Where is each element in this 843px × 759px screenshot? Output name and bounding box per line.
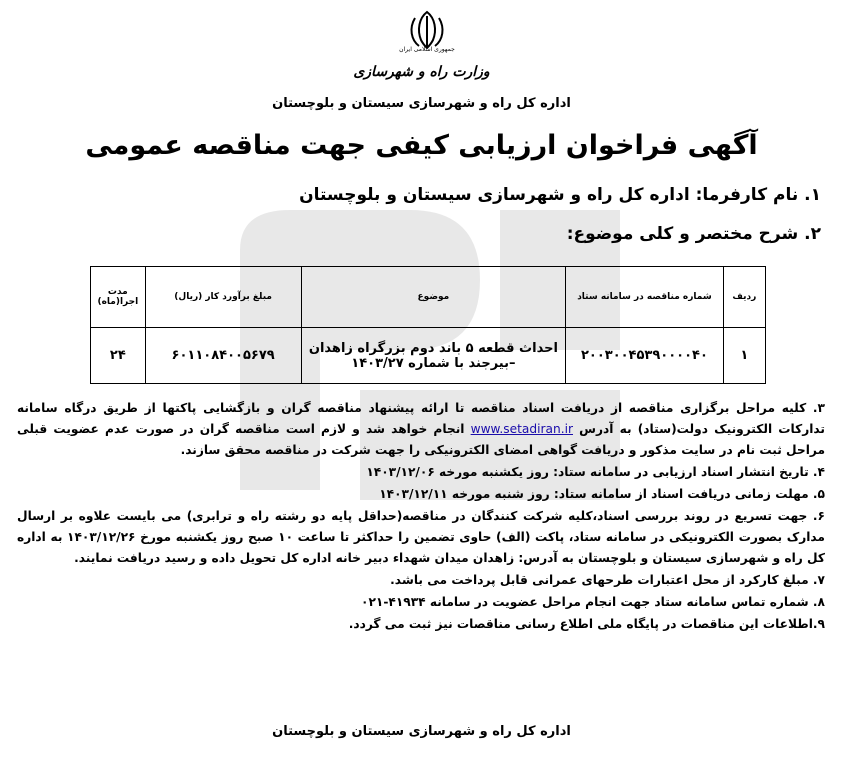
cell-duration: ۲۴: [91, 328, 146, 384]
ministry-name: وزارت راه و شهرسازی: [353, 64, 490, 80]
cell-row-number: ۱: [723, 328, 765, 384]
item-3-text-a: ۳. کلیه مراحل برگزاری مناقصه از دریافت اسناد مناقصه تا ارائه پیشنهاد مناقصه گران و بازگشایی پاکتها از طریق درگاه سامانه تدارکات الکترونیک دولت(ستاد) به آدرس: [17, 401, 825, 436]
item-3-text-b: انجام خواهد شد و لازم است مناقصه گران در صورت عدم عضویت قبلی مراحل ثبت نام در سایت مذکور و دریافت گواهی امضای الکترونیکی را جهت شرکت در مناقصه محقق سازند.: [17, 422, 825, 457]
notice-body: [17, 398, 825, 636]
item-3: [17, 398, 825, 461]
page-title: آگهی فراخوان ارزیابی کیفی جهت مناقصه عمومی: [85, 130, 758, 161]
header-amount: مبلغ برآورد کار (ریال): [145, 267, 301, 328]
item-8: ۸. شماره تماس سامانه ستاد جهت انجام مراحل عضویت در سامانه ۴۱۹۳۴-۰۲۱: [361, 595, 825, 609]
cell-subject: احداث قطعه ۵ باند دوم بزرگراه زاهدان –بیرجند با شماره ۱۴۰۳/۲۷: [301, 328, 566, 384]
table-row: [91, 328, 766, 384]
tender-table: [90, 266, 766, 384]
emblem-caption: جمهوری اسلامی ایران: [399, 46, 455, 53]
item-9: ۹.اطلاعات این مناقصات در پایگاه ملی اطلاع رسانی مناقصات نیز ثبت می گردد.: [348, 617, 825, 631]
table-header-row: [91, 267, 766, 328]
employer-section: ۱. نام کارفرما: اداره کل راه و شهرسازی سیستان و بلوچستان: [299, 185, 821, 205]
footer-organization: اداره کل راه و شهرسازی سیستان و بلوچستان: [272, 724, 571, 739]
item-4: ۴. تاریخ انتشار اسناد ارزیابی در سامانه ستاد: روز یکشنبه مورخه ۱۴۰۳/۱۲/۰۶: [366, 465, 825, 479]
cell-tender-number: ۲۰۰۳۰۰۴۵۳۹۰۰۰۰۴۰: [566, 328, 723, 384]
item-5: ۵. مهلت زمانی دریافت اسناد از سامانه ستاد: روز شنبه مورخه ۱۴۰۳/۱۲/۱۱: [379, 487, 825, 501]
header-row-number: ردیف: [723, 267, 765, 328]
organization-name: اداره کل راه و شهرسازی سیستان و بلوچستان: [272, 96, 571, 111]
header-tender-number: شماره مناقصه در سامانه ستاد: [566, 267, 723, 328]
cell-amount: ۶۰۱۱۰۸۴۰۰۵۶۷۹: [145, 328, 301, 384]
header-subject: موضوع: [301, 267, 566, 328]
subject-section: ۲. شرح مختصر و کلی موضوع:: [566, 224, 821, 244]
item-6: ۶. جهت تسریع در روند بررسی اسناد،کلیه شرکت کنندگان در مناقصه(حداقل پایه دو رشته راه و ترابری) می بایست علاوه بر ارسال مدارک بصورت الکترونیکی در سامانه ستاد، پاکت (الف) حاوی تضمین را حداکثر تا ساعت ۱۰ صبح روز یکشنبه مورخ ۱۴۰۳/۱۲/۲۶ به اداره کل راه و شهرسازی سیستان و بلوچستان به آدرس: زاهدان میدان شهداء دبیر خانه اداره کل تحویل داده و رسید دریافت نمایند.: [17, 509, 825, 565]
header-duration: مدت اجرا(ماه): [91, 267, 146, 328]
item-7: ۷. مبلغ کارکرد از محل اعتبارات طرحهای عمرانی قابل پرداخت می باشد.: [390, 573, 825, 587]
setad-website-link[interactable]: www.setadiran.ir: [470, 422, 573, 436]
